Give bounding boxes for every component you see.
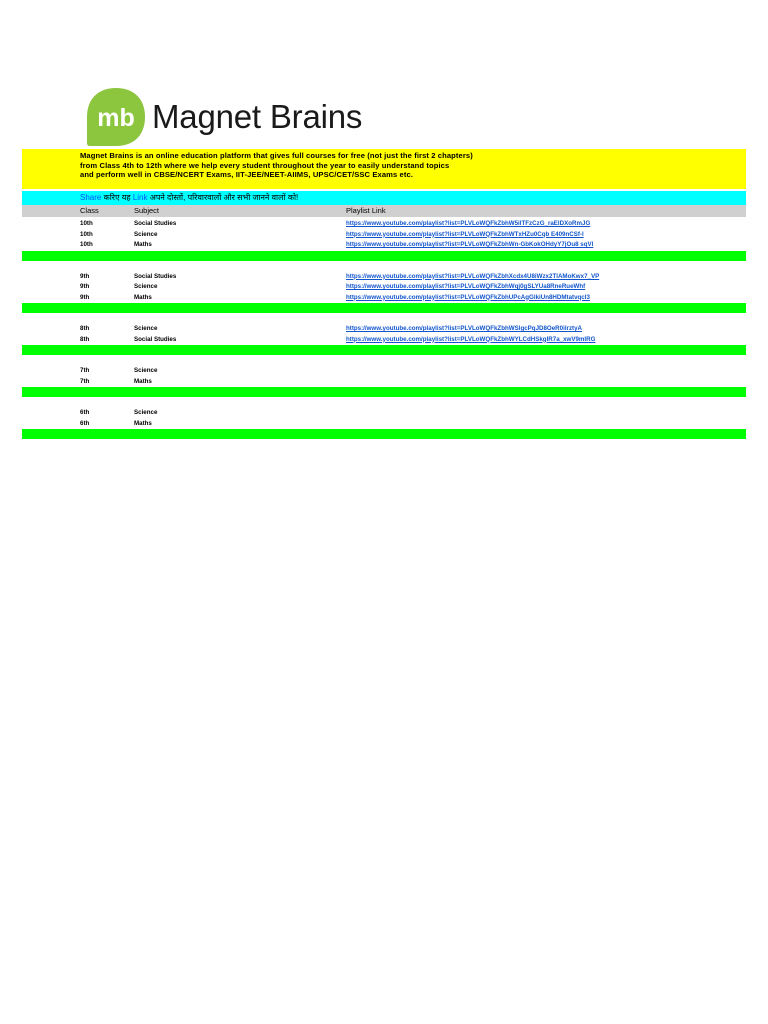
table-row — [22, 377, 746, 388]
class-cell: 9th — [80, 293, 90, 301]
class-cell: 8th — [80, 335, 90, 343]
table-row — [22, 408, 746, 419]
magnet-brains-logo-icon — [84, 85, 148, 149]
subject-cell: Maths — [134, 241, 152, 248]
playlist-link[interactable]: https://www.youtube.com/playlist?list=PLVLoWQFkZbhWSlgcPqJD8OeR0ilrztyA — [346, 325, 583, 332]
subject-cell: Science — [134, 283, 158, 290]
share-text: अपने दोस्तों, परिवारवालों और सभी जानने वालों को! — [147, 193, 299, 202]
group-divider — [22, 429, 746, 439]
class-cell: 9th — [80, 283, 90, 290]
playlist-link[interactable]: https://www.youtube.com/playlist?list=PLVLoWQFkZbhUPcAgGlkiUn8HDMtatvqcI3 — [346, 293, 590, 301]
class-cell: 10th — [80, 230, 93, 238]
table-row — [22, 240, 746, 251]
table-header — [22, 205, 746, 217]
group-divider — [22, 303, 746, 313]
table-row — [22, 366, 746, 377]
class-cell: 10th — [80, 220, 93, 227]
share-link-word: Link — [132, 193, 148, 202]
subject-cell: Science — [134, 230, 158, 238]
playlist-link[interactable]: https://www.youtube.com/playlist?list=PLVLoWQFkZbhWqj0gSLYUa8RneRueWhf — [346, 283, 586, 290]
table-row — [22, 293, 746, 304]
group-divider — [22, 345, 746, 355]
subject-cell: Science — [134, 409, 158, 416]
table-row — [22, 272, 746, 283]
table-row — [22, 282, 746, 293]
subject-cell: Social Studies — [134, 220, 177, 227]
subject-cell: Science — [134, 367, 158, 374]
table-row — [22, 419, 746, 430]
share-word: Share — [80, 193, 102, 202]
class-cell: 8th — [80, 325, 90, 332]
class-cell: 10th — [80, 241, 93, 248]
subject-cell: Maths — [134, 377, 152, 385]
playlist-link[interactable]: https://www.youtube.com/playlist?list=PLVLoWQFkZbhWn-GbKokOHdyY7jOu8 sqVl — [346, 241, 594, 248]
playlist-link[interactable]: https://www.youtube.com/playlist?list=PLVLoWQFkZbhW5iITFzCzG_raElDXoRmJG — [346, 220, 591, 227]
subject-cell: Social Studies — [134, 272, 177, 280]
subject-cell: Science — [134, 325, 158, 332]
intro-block — [22, 149, 746, 189]
class-cell: 6th — [80, 409, 90, 416]
share-banner — [22, 191, 746, 205]
table-row — [22, 230, 746, 241]
playlist-link[interactable]: https://www.youtube.com/playlist?list=PLVLoWQFkZbhWTxHZu0Cqb E409nCSf-l — [346, 230, 584, 238]
brand-name: Magnet Brains — [152, 98, 363, 135]
svg-text:mb: mb — [97, 104, 135, 132]
class-cell: 6th — [80, 419, 90, 427]
intro-line: from Class 4th to 12th where we help every student throughout the year to easily understand topics — [80, 160, 450, 170]
header-playlist-link: Playlist Link — [346, 206, 386, 215]
intro-line: Magnet Brains is an online education platform that gives full courses for free (not just the first 2 chapters) — [80, 151, 473, 160]
group-divider — [22, 387, 746, 397]
class-cell: 9th — [80, 272, 90, 280]
subject-cell: Maths — [134, 293, 152, 301]
playlist-link[interactable]: https://www.youtube.com/playlist?list=PLVLoWQFkZbhWYLCdHSkgIR7a_xwV9mIRG — [346, 335, 596, 343]
brand-logo — [84, 84, 362, 150]
header-class: Class — [80, 206, 99, 215]
table-row — [22, 219, 746, 230]
class-cell: 7th — [80, 367, 90, 374]
subject-cell: Maths — [134, 419, 152, 427]
table-row — [22, 324, 746, 335]
header-subject: Subject — [134, 206, 160, 215]
table-row — [22, 335, 746, 346]
class-cell: 7th — [80, 377, 90, 385]
playlist-sheet — [22, 149, 746, 439]
share-text: करिए यह — [101, 193, 133, 202]
group-divider — [22, 251, 746, 261]
playlist-link[interactable]: https://www.youtube.com/playlist?list=PLVLoWQFkZbhXcdx4U8iWzx2TlAMoKwx7_VP — [346, 272, 600, 280]
subject-cell: Social Studies — [134, 335, 177, 343]
intro-line: and perform well in CBSE/NCERT Exams, IIT-JEE/NEET-AIIMS, UPSC/CET/SSC Exams etc. — [80, 170, 414, 180]
